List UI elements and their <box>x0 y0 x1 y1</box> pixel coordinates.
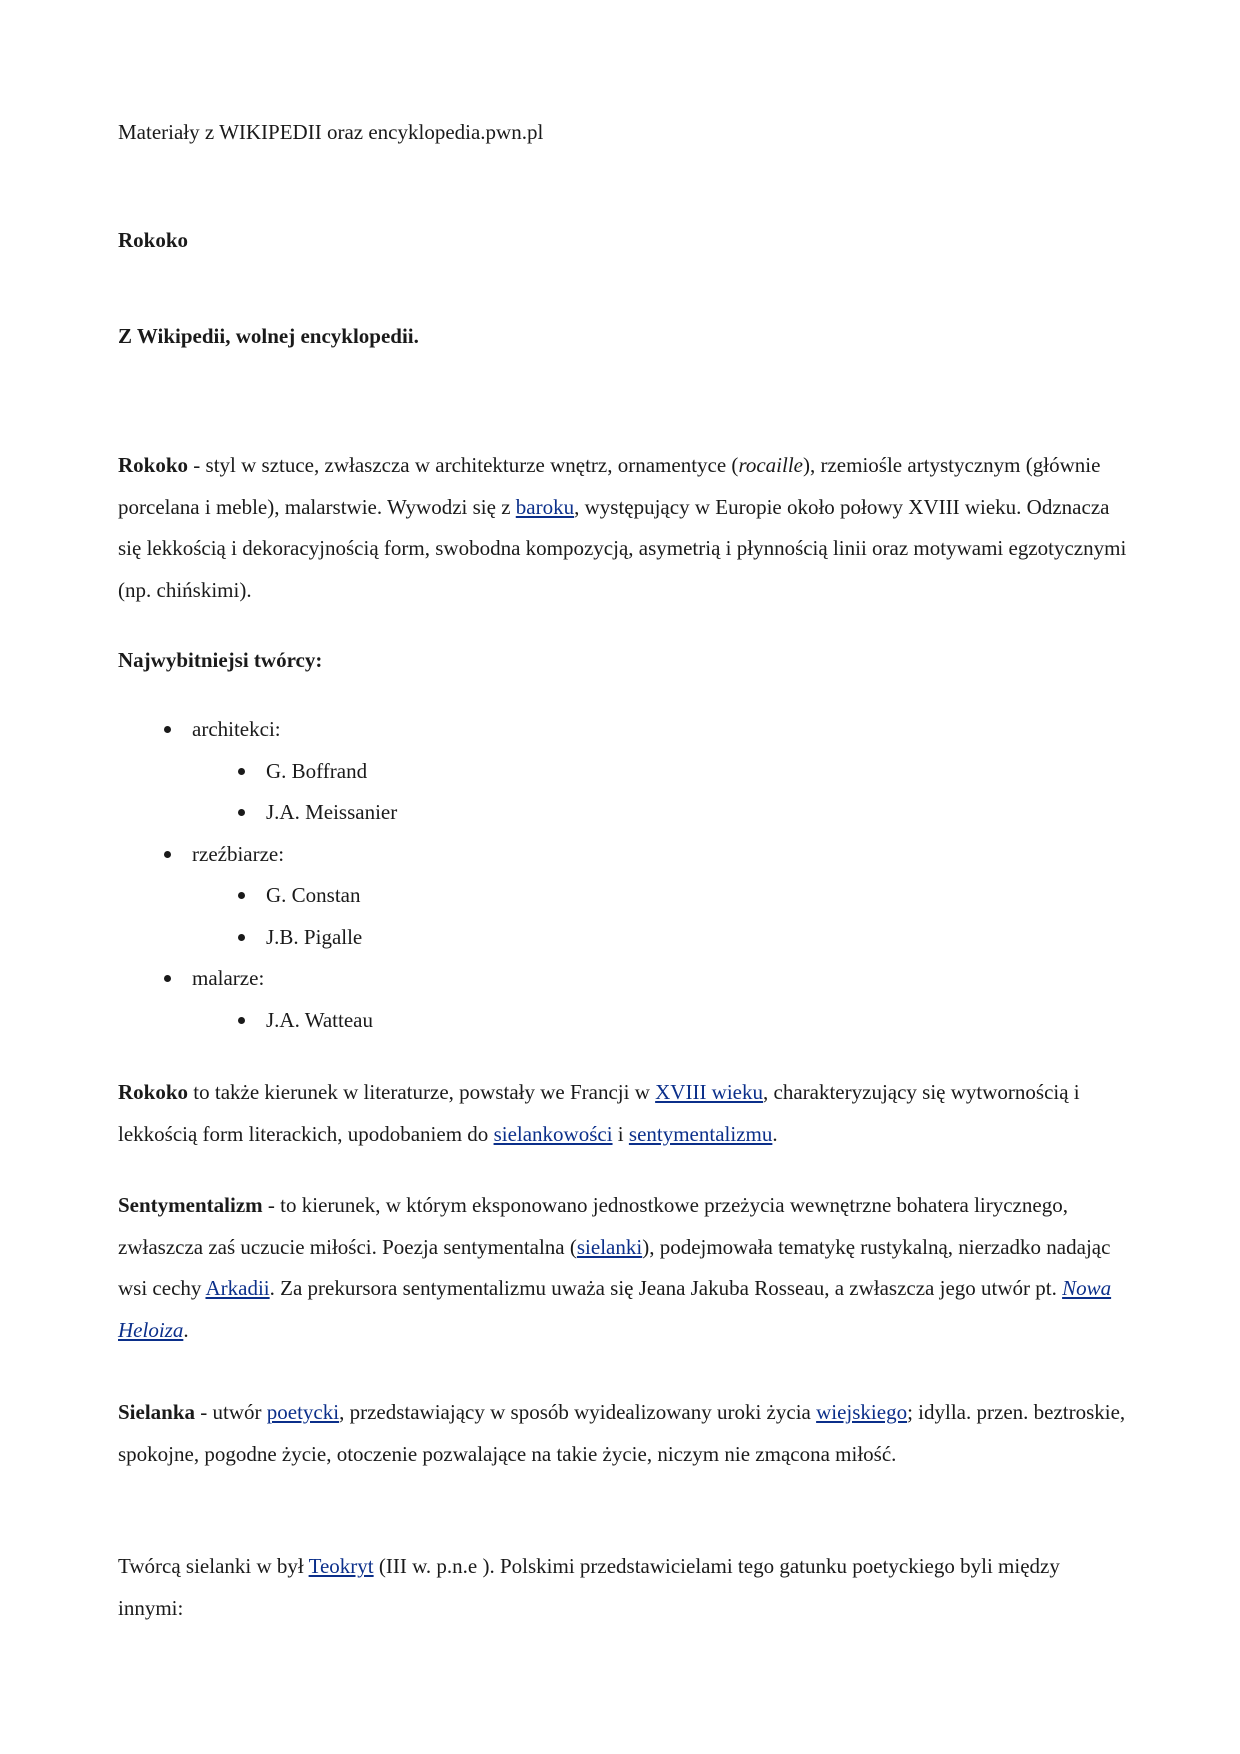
bullet-icon <box>238 892 245 899</box>
link-sielanki[interactable]: sielanki <box>576 1234 643 1259</box>
text-segment: Twórcą sielanki w był <box>118 1554 309 1578</box>
link-arkadii[interactable]: Arkadii <box>205 1276 270 1300</box>
text-segment: . Za prekursora sentymentalizmu uważa się Jeana Jakuba Rosseau, a zwłaszcza jego utwór pt. <box>269 1276 1063 1300</box>
list-item <box>118 709 1128 834</box>
creator-name: J.B. Pigalle <box>266 924 363 949</box>
link-wiejskiego[interactable]: wiejskiego <box>816 1400 908 1424</box>
bullet-icon <box>164 726 171 733</box>
text-segment: ; idylla. przen. beztroskie, spokojne, pogodne życie, otoczenie pozwalające na takie życie, niczym nie zmącona miłość. <box>118 1400 1126 1466</box>
link-xviii-wieku[interactable]: XVIII wieku <box>655 1080 764 1104</box>
creator-name: G. Constan <box>266 883 361 907</box>
link-sielankowosci[interactable]: sielankowości <box>493 1121 613 1146</box>
term-rokoko: Rokoko <box>118 453 189 477</box>
link-teokryt[interactable]: Teokryt <box>308 1554 374 1578</box>
text-segment: - to kierunek, w którym eksponowano jednostkowe przeżycia wewnętrzne bohatera lirycznego, zwłaszcza zaś uczucie miłości. Poezja sentymentalna ( <box>118 1193 1068 1259</box>
rokoko-definition-paragraph <box>118 445 1128 611</box>
term-sentymentalizm: Sentymentalizm <box>118 1193 263 1217</box>
group-label: rzeźbiarze: <box>192 841 285 866</box>
list-item <box>118 792 1128 834</box>
text-segment: ), rzemiośle artystycznym (głównie porcelana i meble), malarstwie. Wywodzi się z <box>118 453 1101 519</box>
text-segment: . <box>183 1317 189 1342</box>
sielanka-paragraph <box>118 1392 1128 1475</box>
creators-heading: Najwybitniejsi twórcy: <box>118 648 323 672</box>
bullet-icon <box>238 1017 245 1024</box>
list-item <box>118 1000 1128 1042</box>
wiki-subtitle: Z Wikipedii, wolnej encyklopedii. <box>118 324 419 348</box>
text-segment: i <box>612 1121 629 1146</box>
creator-name: J.A. Meissanier <box>266 800 398 824</box>
link-baroku[interactable]: baroku <box>515 494 575 519</box>
bullet-icon <box>164 975 171 982</box>
page-title: Rokoko <box>118 228 189 252</box>
creator-name: G. Boffrand <box>266 758 368 783</box>
list-item <box>118 751 1128 793</box>
link-sentymentalizmu[interactable]: sentymentalizmu <box>628 1121 773 1146</box>
group-label: architekci: <box>192 717 281 741</box>
text-segment: - styl w sztuce, zwłaszcza w architekturze wnętrz, ornamentyce ( <box>188 453 739 477</box>
tworca-sielanki-paragraph <box>118 1546 1128 1629</box>
text-segment: to także kierunek w literaturze, powstały we Francji w <box>188 1080 656 1104</box>
list-item <box>118 917 1128 959</box>
term-sielanka: Sielanka <box>118 1400 196 1424</box>
list-item <box>118 834 1128 959</box>
bullet-icon <box>238 934 245 941</box>
link-poetycki[interactable]: poetycki <box>266 1400 340 1424</box>
bullet-icon <box>238 809 245 816</box>
text-segment: ), podejmowała tematykę rustykalną, nierzadko nadając wsi cechy <box>118 1234 1111 1300</box>
text-segment: - utwór <box>195 1400 267 1424</box>
list-item <box>118 958 1128 1041</box>
rokoko-literature-paragraph <box>118 1072 1128 1155</box>
bullet-icon <box>238 768 245 775</box>
creators-list <box>118 709 1128 1041</box>
sentymentalizm-paragraph <box>118 1185 1128 1351</box>
group-label: malarze: <box>192 966 265 990</box>
text-segment: (III w. p.n.e ). Polskimi przedstawicielami tego gatunku poetyckiego byli między innymi: <box>118 1554 1060 1620</box>
text-segment: , występujący w Europie około połowy XVIII wieku. Odznacza się lekkością i dekoracyjnością form, swobodna kompozycją, asymetrią i płynnością linii oraz motywami egzotycznymi (np. chińskimi). <box>118 494 1127 602</box>
text-segment: , przedstawiający w sposób wyidealizowany uroki życia <box>339 1400 817 1424</box>
italic-nowa-heloiza: Nowa Heloiza <box>118 1276 1112 1342</box>
italic-rocaille: rocaille <box>738 453 803 477</box>
bullet-icon <box>164 851 171 858</box>
list-item <box>118 875 1128 917</box>
text-segment: , charakteryzujący się wytwornością i lekkością form literackich, upodobaniem do <box>118 1080 1080 1146</box>
text-segment: . <box>772 1121 778 1146</box>
creator-name: J.A. Watteau <box>266 1007 373 1032</box>
term-rokoko: Rokoko <box>118 1080 189 1104</box>
source-note: Materiały z WIKIPEDII oraz encyklopedia.pwn.pl <box>118 120 544 144</box>
